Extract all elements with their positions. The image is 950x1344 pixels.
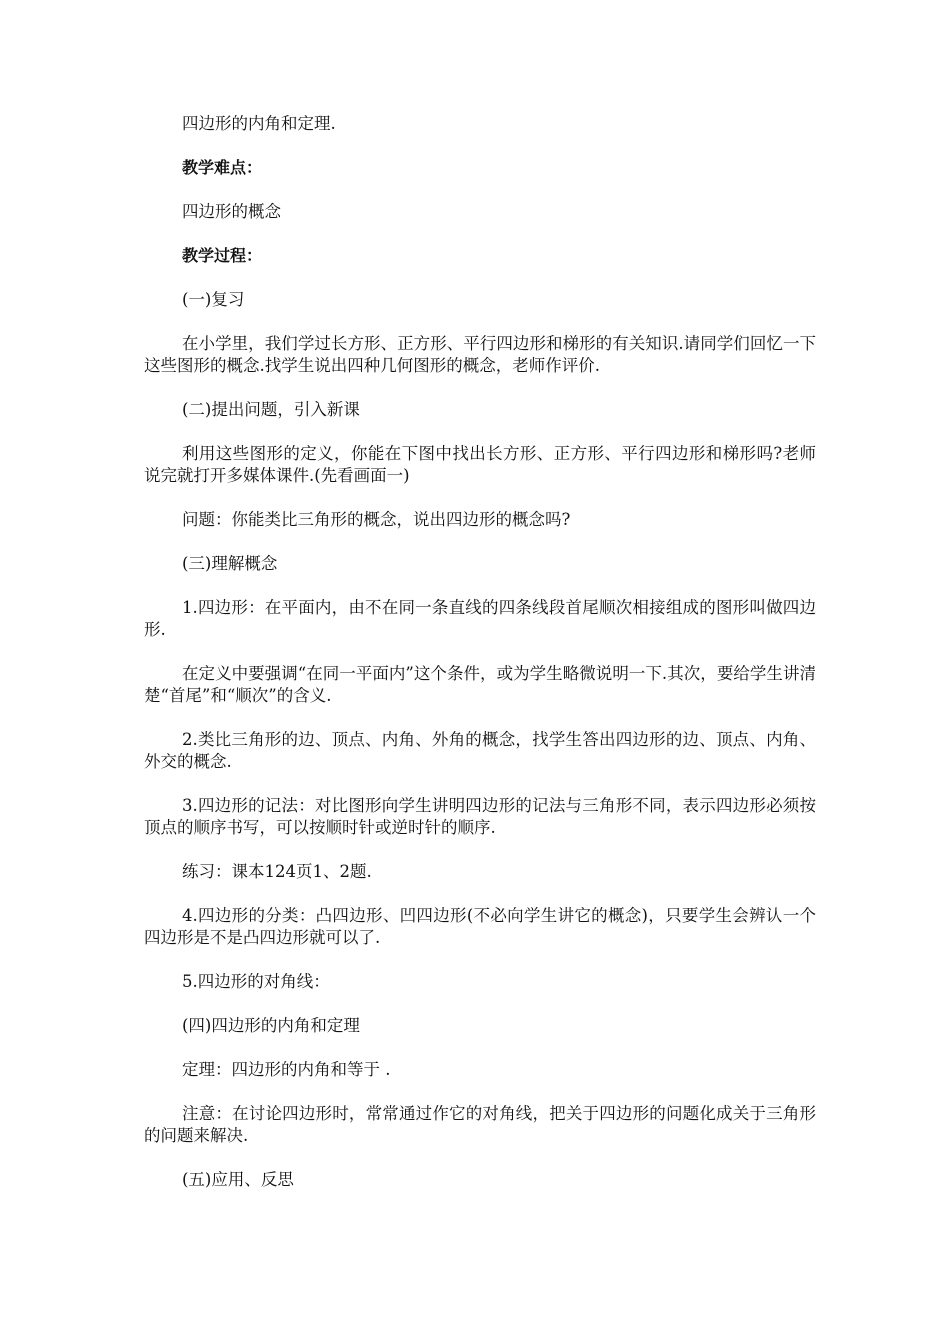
paragraph-definition: 1.四边形：在平面内，由不在同一条直线的四条线段首尾顺次相接组成的图形叫做四边形. xyxy=(144,598,816,639)
document-body xyxy=(144,113,816,1213)
section-application-title: (五)应用、反思 xyxy=(182,1170,294,1189)
section-concept-title: (三)理解概念 xyxy=(182,554,278,573)
paragraph-note: 注意：在讨论四边形时，常常通过作它的对角线，把关于四边形的问题化成关于三角形的问题来解决. xyxy=(144,1104,816,1145)
paragraph-classification: 4.四边形的分类：凸四边形、凹四边形(不必向学生讲它的概念)，只要学生会辨认一个四边形是不是凸四边形就可以了. xyxy=(144,906,816,947)
heading-teaching-process: 教学过程： xyxy=(182,246,263,265)
heading-teaching-difficulty: 教学难点： xyxy=(182,158,263,177)
paragraph-diagonal: 5.四边形的对角线： xyxy=(182,972,330,991)
section-introduce-title: (二)提出问题，引入新课 xyxy=(182,400,360,419)
paragraph-theorem-topic: 四边形的内角和定理. xyxy=(182,114,336,133)
paragraph-exercise: 练习：课本124页1、2题. xyxy=(182,862,372,881)
section-review-title: (一)复习 xyxy=(182,290,245,309)
paragraph-theorem: 定理：四边形的内角和等于 . xyxy=(182,1060,391,1079)
paragraph-analogy: 2.类比三角形的边、顶点、内角、外角的概念，找学生答出四边形的边、顶点、内角、外交的概念. xyxy=(144,730,816,771)
paragraph-difficulty-content: 四边形的概念 xyxy=(182,202,281,221)
paragraph-notation: 3.四边形的记法：对比图形向学生讲明四边形的记法与三角形不同，表示四边形必须按顶点的顺序书写，可以按顺时针或逆时针的顺序. xyxy=(144,796,816,837)
paragraph-introduce: 利用这些图形的定义，你能在下图中找出长方形、正方形、平行四边形和梯形吗?老师说完就打开多媒体课件.(先看画面一) xyxy=(144,444,816,485)
paragraph-review: 在小学里，我们学过长方形、正方形、平行四边形和梯形的有关知识.请同学们回忆一下这些图形的概念.找学生说出四种几何图形的概念，老师作评价. xyxy=(144,334,816,375)
section-theorem-title: (四)四边形的内角和定理 xyxy=(182,1016,360,1035)
paragraph-question: 问题：你能类比三角形的概念，说出四边形的概念吗? xyxy=(182,510,571,529)
paragraph-emphasis: 在定义中要强调“在同一平面内”这个条件，或为学生略微说明一下.其次，要给学生讲清楚“首尾”和“顺次”的含义. xyxy=(144,664,816,705)
